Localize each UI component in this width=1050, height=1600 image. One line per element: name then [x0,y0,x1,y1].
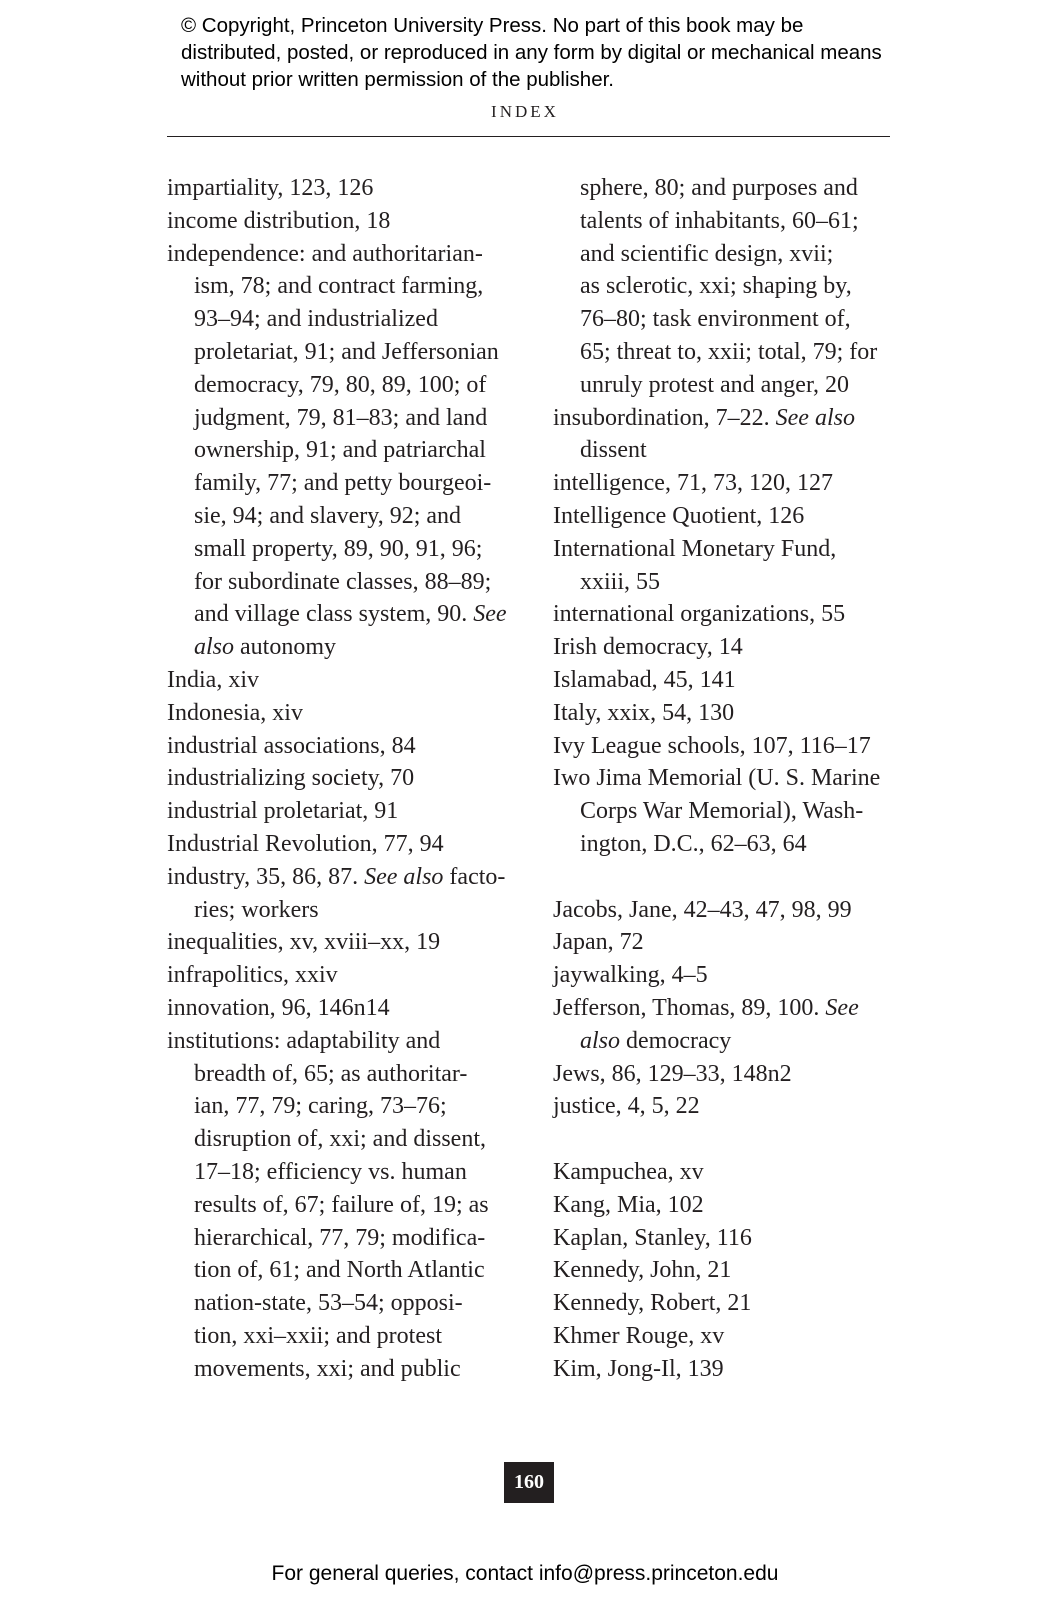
see-also-label: See also [580,994,859,1054]
index-entry-text: India, xiv [167,666,259,693]
index-entry-text: Jews, 86, 129–33, 148n2 [553,1060,792,1087]
page-number: 160 [504,1462,554,1503]
index-entry-text: Indonesia, xiv [167,699,303,726]
header-rule [167,136,890,137]
index-entry [553,598,898,631]
index-entry [167,205,512,238]
index-entry-text: justice, 4, 5, 22 [553,1093,700,1120]
index-entry-text: infrapolitics, xxiv [167,962,338,989]
see-also-label: See also [364,863,444,890]
index-entry-text: jaywalking, 4–5 [553,962,708,989]
index-entry [553,631,898,664]
letter-group-gap [553,861,898,894]
index-entry [553,697,898,730]
index-entry-text: impartiality, 123, 126 [167,175,374,201]
index-entry-text: International Monetary Fund, xxiii, 55 [553,535,837,595]
index-entry [553,992,898,1058]
index-entry-text: Kang, Mia, 102 [553,1191,704,1218]
index-entry-text: Italy, xxix, 54, 130 [553,699,735,726]
index-entry [553,1156,898,1189]
index-entry-text: Intelligence Quotient, 126 [553,502,805,529]
index-entry [553,467,898,500]
index-entry [553,959,898,992]
index-entry-text: Iwo Jima Memorial (U. S. Marine Corps War Memorial), Wash- ington, D.C., 62–63, 64 [553,765,881,857]
index-entry [553,172,898,402]
running-head: INDEX [491,102,559,121]
index-entry-text: sphere, 80; and purposes and talents of inhabitants, 60–61; and scientific design, xvii; as sclerotic, xxi; shaping by, 76–80; task environment of, 65; threat to, xxii; total, 79; for unruly protest and anger, 20 [580,175,878,398]
index-entry-text: Islamabad, 45, 141 [553,666,736,693]
index-entry-text: Jacobs, Jane, 42–43, 47, 98, 99 [553,896,852,923]
index-entry [167,762,512,795]
copyright-notice: © Copyright, Princeton University Press. No part of this book may be distributed, posted, or reproduced in any form by digital or mechanical means without prior written permission of the publisher. [181,14,882,91]
index-entry-text: institutions: adaptability and breadth of, 65; as authoritar- ian, 77, 79; caring, 73–76; disruption of, xxi; and dissent, 17–18; efficiency vs. human results of, 67; failure of, 19; as hierarchical, 77, 79; modifica- tion of, 61; and North Atlantic nation-state, 53–54; opposi- tion, xxi–xxii; and protest movements, xxi; and public [167,1027,489,1382]
index-entry-text: intelligence, 71, 73, 120, 127 [553,470,833,497]
see-also-target: democracy [620,1027,732,1054]
index-entry [167,1025,512,1386]
index-entry-text: innovation, 96, 146n14 [167,994,390,1021]
index-entry-text: international organizations, 55 [553,601,846,628]
index-entry-text: insubordination, 7–22. [553,404,776,431]
see-also-label: See also [194,601,507,661]
footer-contact: For general queries, contact info@press.princeton.edu [271,1562,779,1585]
index-entry-text: industrial proletariat, 91 [167,798,399,825]
index-entry-text: Khmer Rouge, xv [553,1322,725,1349]
index-entry [167,238,512,664]
index-entry-text: independence: and authoritarian- ism, 78; and contract farming, 93–94; and industrialized proletariat, 91; and Jeffersonian democracy, 79, 80, 89, 100; of judgment, 79, 81–83; and land ownership, 91; and patriarchal family, 77; and petty bourgeoi- sie, 94; and slavery, 92; and small property, 89, 90, 91, 96; for subordinate classes, 88–89; and village class system, 90. [167,240,499,628]
index-entry-text: Kaplan, Stanley, 116 [553,1224,752,1251]
index-entry [553,664,898,697]
see-also-target: dissent [580,437,647,464]
index-entry [167,926,512,959]
index-entry-text: Kim, Jong-Il, 139 [553,1355,724,1382]
index-entry [553,1222,898,1255]
index-entry-text: industrial associations, 84 [167,732,416,759]
index-entry [167,959,512,992]
see-also-target: facto- ries; workers [194,863,506,923]
index-entry [553,402,898,468]
index-entry-text: Irish democracy, 14 [553,634,743,661]
index-entry-text: Kennedy, Robert, 21 [553,1290,752,1317]
index-column-right [553,172,898,1385]
index-entry-text: industrializing society, 70 [167,765,415,792]
index-entry [167,172,512,205]
index-entry [167,697,512,730]
index-entry [553,1058,898,1091]
index-entry [553,500,898,533]
index-entry [553,1320,898,1353]
index-entry-text: Jefferson, Thomas, 89, 100. [553,994,826,1021]
see-also-label: See also [775,404,855,431]
index-entry-text: Ivy League schools, 107, 116–17 [553,732,871,759]
index-entry [167,664,512,697]
index-entry [553,1287,898,1320]
index-column-left [167,172,512,1385]
index-entry [553,730,898,763]
index-entry [167,730,512,763]
index-entry [553,926,898,959]
index-entry [553,894,898,927]
index-entry-text: Industrial Revolution, 77, 94 [167,830,444,857]
letter-group-gap [553,1123,898,1156]
index-entry-text: Kennedy, John, 21 [553,1257,732,1284]
index-entry [167,992,512,1025]
index-entry [167,795,512,828]
index-entry-text: Japan, 72 [553,929,644,956]
index-entry-text: inequalities, xv, xviii–xx, 19 [167,929,441,956]
index-entry [167,828,512,861]
index-entry [553,1254,898,1287]
index-entry [553,1189,898,1222]
index-entry [167,861,512,927]
index-entry [553,762,898,860]
see-also-target: autonomy [234,634,337,661]
index-entry-text: Kampuchea, xv [553,1158,704,1185]
index-entry [553,1353,898,1386]
index-entry [553,533,898,599]
index-entry-text: income distribution, 18 [167,207,391,234]
index-entry-text: industry, 35, 86, 87. [167,863,365,890]
index-entry [553,1090,898,1123]
